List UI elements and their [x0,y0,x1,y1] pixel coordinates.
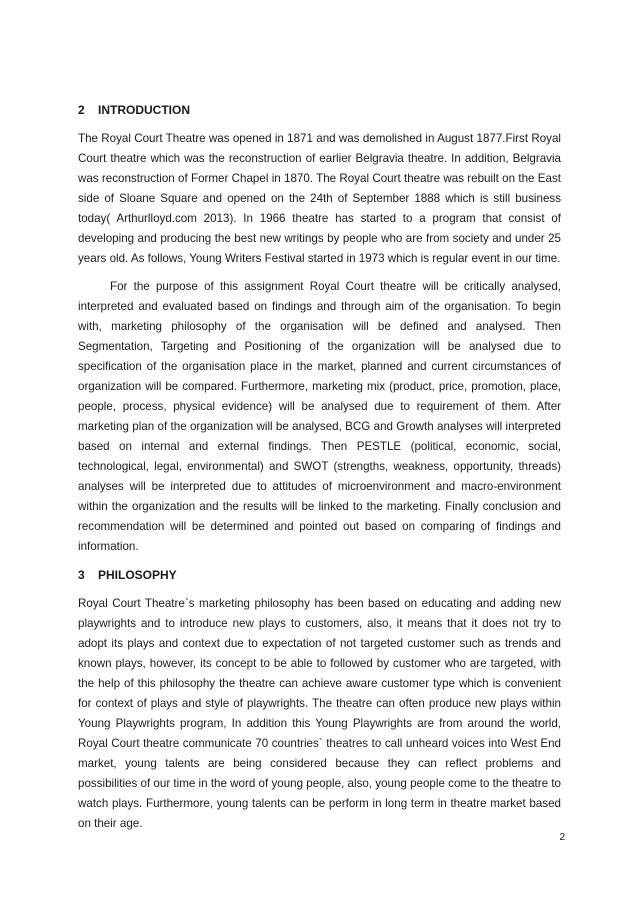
introduction-paragraph-2: For the purpose of this assignment Royal Court theatre will be critically analysed, interpreted and evaluated based on findings and through aim of the organisation. To begin with, marketing philosophy of the organisation will be defined and analysed. Then Segmentation, Targeting and Positioning of the organization will be analysed due to specification of the organisation place in the market, planned and current circumstances of organization will be compared. Furthermore, marketing mix (product, price, promotion, place, people, process, physical evidence) will be analysed due to requirement of them. After marketing plan of the organization will be analysed, BCG and Growth analyses will interpreted based on internal and external findings. Then PESTLE (political, economic, social, technological, legal, environmental) and SWOT (strengths, weakness, opportunity, threads) analyses will be interpreted due to attitudes of microenvironment and macro-environment within the organization and the results will be linked to the marketing. Finally conclusion and recommendation will be determined and pointed out based on comparing of findings and information. [78,280,561,553]
introduction-paragraph-1: The Royal Court Theatre was opened in 1871 and was demolished in August 1877.First Royal Court theatre which was the reconstruction of earlier Belgravia theatre. In addition, Belgravia was reconstruction of Former Chapel in 1870. The Royal Court theatre was rebuilt on the East side of Sloane Square and opened on the 24th of September 1888 which is still business today( Arthurlloyd.com 2013). In 1966 theatre has started to a program that consist of developing and producing the best new writings by people who are from society and under 25 years old. As follows, Young Writers Festival started in 1973 which is regular event in our time. [78,132,561,265]
section-number: 2 [78,103,85,117]
page-number: 2 [559,832,565,843]
philosophy-paragraph-1: Royal Court Theatre`s marketing philosophy has been based on educating and adding new playwrights and to introduce new plays to customers, also, it means that it does not try to adopt its plays and context due to expectation of not targeted customer such as trends and known plays, however, its concept to be able to followed by customer who are targeted, with the help of this philosophy the theatre can achieve aware customer type which is convenient for context of plays and style of playwrights. The theatre can often produce new plays within Young Playwrights program, In addition this Young Playwrights are from around the world, Royal Court theatre communicate 70 countries` theatres to call unheard voices into West End market, young talents are being considered because they can reflect problems and possibilities of our time in the word of young people, also, young people come to the theatre to watch plays. Furthermore, young talents can be perform in long term in theatre market based on their age. [78,597,561,830]
philosophy-heading [78,565,561,585]
introduction-heading [78,100,561,120]
page-content [78,100,561,842]
section-title: INTRODUCTION [98,103,190,117]
section-title: PHILOSOPHY [98,568,177,582]
section-number: 3 [78,568,85,582]
